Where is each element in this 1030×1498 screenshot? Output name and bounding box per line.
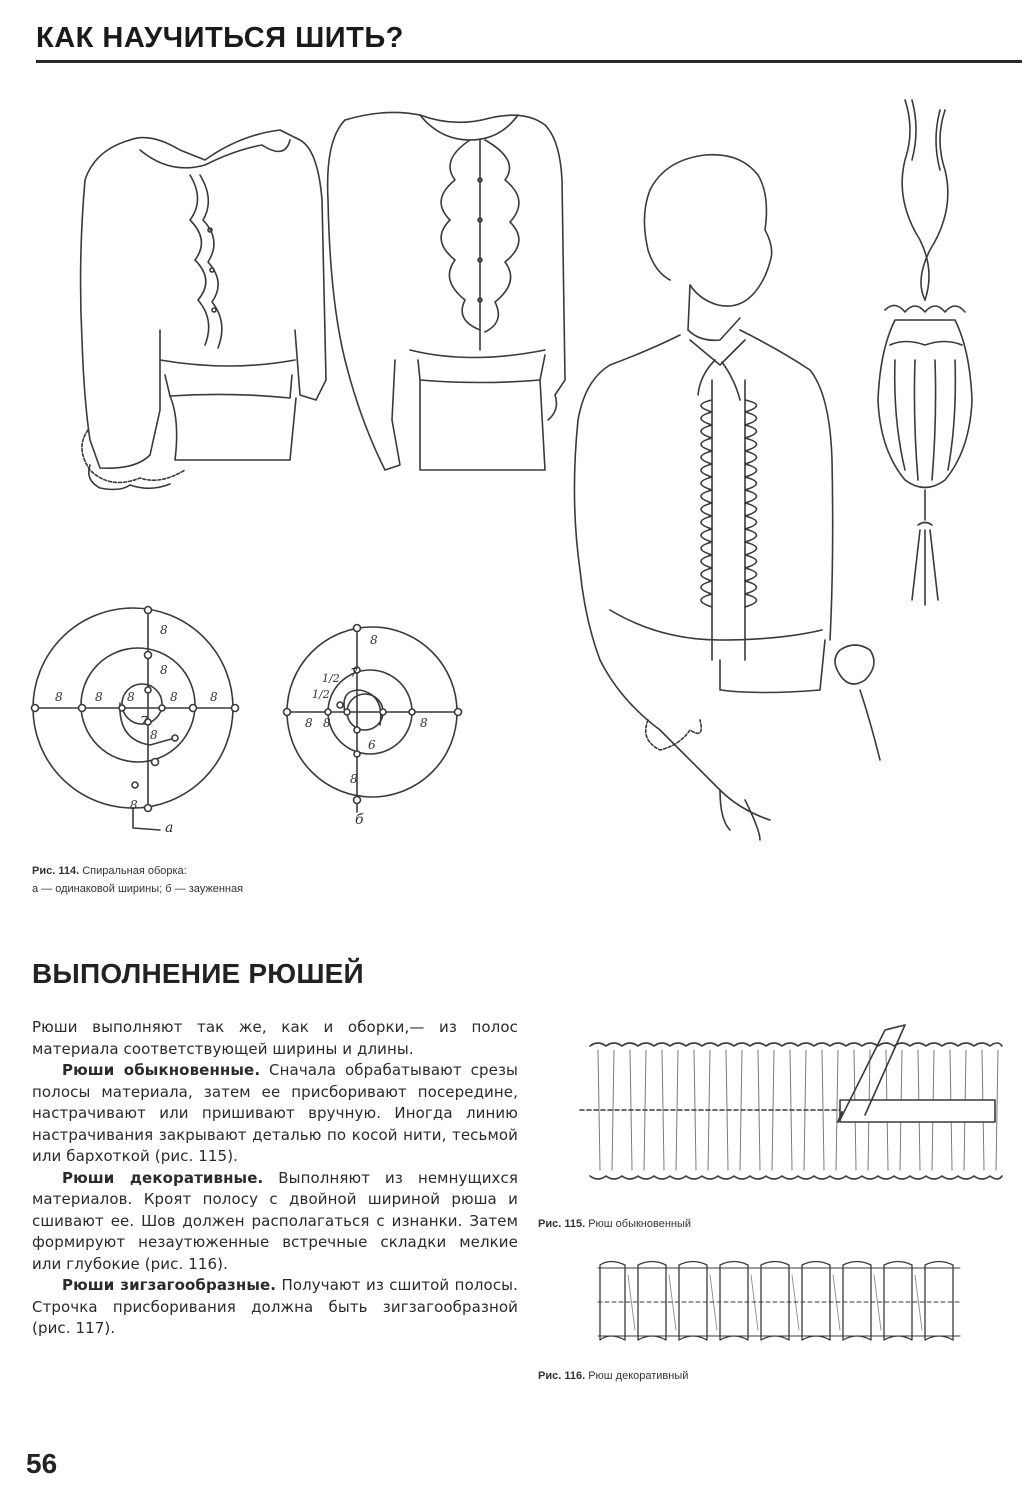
spiral-ruffle-diagram-b (284, 625, 462, 813)
diagram-a-label: 7 (140, 714, 148, 728)
diagram-a-label: 8 (55, 690, 63, 704)
ordinary-ruffle-illustration (580, 1025, 1002, 1179)
paragraph-decorative (32, 1168, 518, 1276)
figure-116-title: Рюш декоративный (588, 1370, 689, 1382)
figure-115-title: Рюш обыкновенный (588, 1218, 692, 1230)
blouse-two-illustration (328, 112, 565, 470)
blouse-one-illustration (81, 130, 326, 489)
figure-116-caption (538, 1367, 688, 1385)
diagram-b-label: 8 (305, 716, 313, 730)
page-header-title: КАК НАУЧИТЬСЯ ШИТЬ? (36, 22, 404, 54)
decorative-ruffle-illustration (598, 1262, 960, 1341)
diagram-b-label: 1/2 (312, 688, 330, 701)
diagram-b-label: 8 (370, 633, 378, 647)
figure-115-caption (538, 1215, 691, 1233)
diagram-b-label: 8 (350, 772, 358, 786)
term-ordinary: Рюши обыкновенные. (62, 1061, 261, 1079)
spiral-ruffle-diagram-a (32, 607, 239, 831)
figure-114-title: Спиральная оборка: (82, 865, 187, 877)
diagram-a-label: 8 (150, 728, 158, 742)
diagram-b-label: 6 (368, 738, 376, 752)
page-number: 56 (26, 1448, 58, 1479)
body-text (32, 1017, 518, 1340)
figure-116-label: Рис. 116. (538, 1370, 586, 1382)
figure-114-caption (32, 862, 243, 898)
figure-114-subtitle: а — одинаковой ширины; б — зауженная (32, 883, 244, 895)
paragraph-zigzag-text: Получают из сшитой полосы. Строчка присборивания должна быть зигзагообразной (рис. 117). (32, 1276, 518, 1337)
section-title: ВЫПОЛНЕНИЕ РЮШЕЙ (32, 958, 364, 989)
drawstring-bag-illustration (878, 100, 972, 605)
diagram-a-label: 8 (127, 690, 135, 704)
diagram-b-label: 8 (420, 716, 428, 730)
diagram-b-letter: б (355, 812, 364, 828)
diagram-a-label: 8 (170, 690, 178, 704)
paragraph-ordinary (32, 1060, 518, 1168)
diagram-a-letter: а (165, 820, 174, 836)
diagram-a-label: 8 (160, 623, 168, 637)
diagram-a-label: 8 (130, 798, 138, 812)
diagram-a-label: 8 (95, 690, 103, 704)
diagram-b-label: 1/2 (322, 672, 340, 685)
paragraph-decorative-text: Выполняют из немнущихся материалов. Кроят полосу с двойной шириной рюша и сшивают ее. Шов должен располагаться с изнанки. Затем формируют незаутюженные встречные складки мелкие или глубокие (рис. 116). (32, 1168, 518, 1273)
figure-115-label: Рис. 115. (538, 1218, 586, 1230)
paragraph-zigzag (32, 1275, 518, 1340)
diagram-a-label: 8 (160, 663, 168, 677)
diagram-b-label: 7 (350, 666, 358, 680)
figure-114-label: Рис. 114. (32, 865, 80, 877)
diagram-b-label: 8 (323, 716, 331, 730)
paragraph-intro: Рюши выполняют так же, как и оборки,— из полос материала соответствующей ширины и длины. (32, 1018, 518, 1058)
paragraph-ordinary-text: Сначала обрабатывают срезы полосы материала, затем ее присборивают посередине, настрачивают или пришивают вручную. Иногда линию настрачивания закрывают деталью по косой нити, тесьмой или бархоткой (рис. 115). (32, 1061, 518, 1165)
diagram-a-label: 8 (210, 690, 218, 704)
woman-jabot-illustration (574, 155, 880, 840)
term-zigzag: Рюши зигзагообразные. (62, 1276, 277, 1294)
term-decorative: Рюши декоративные. (62, 1168, 264, 1187)
